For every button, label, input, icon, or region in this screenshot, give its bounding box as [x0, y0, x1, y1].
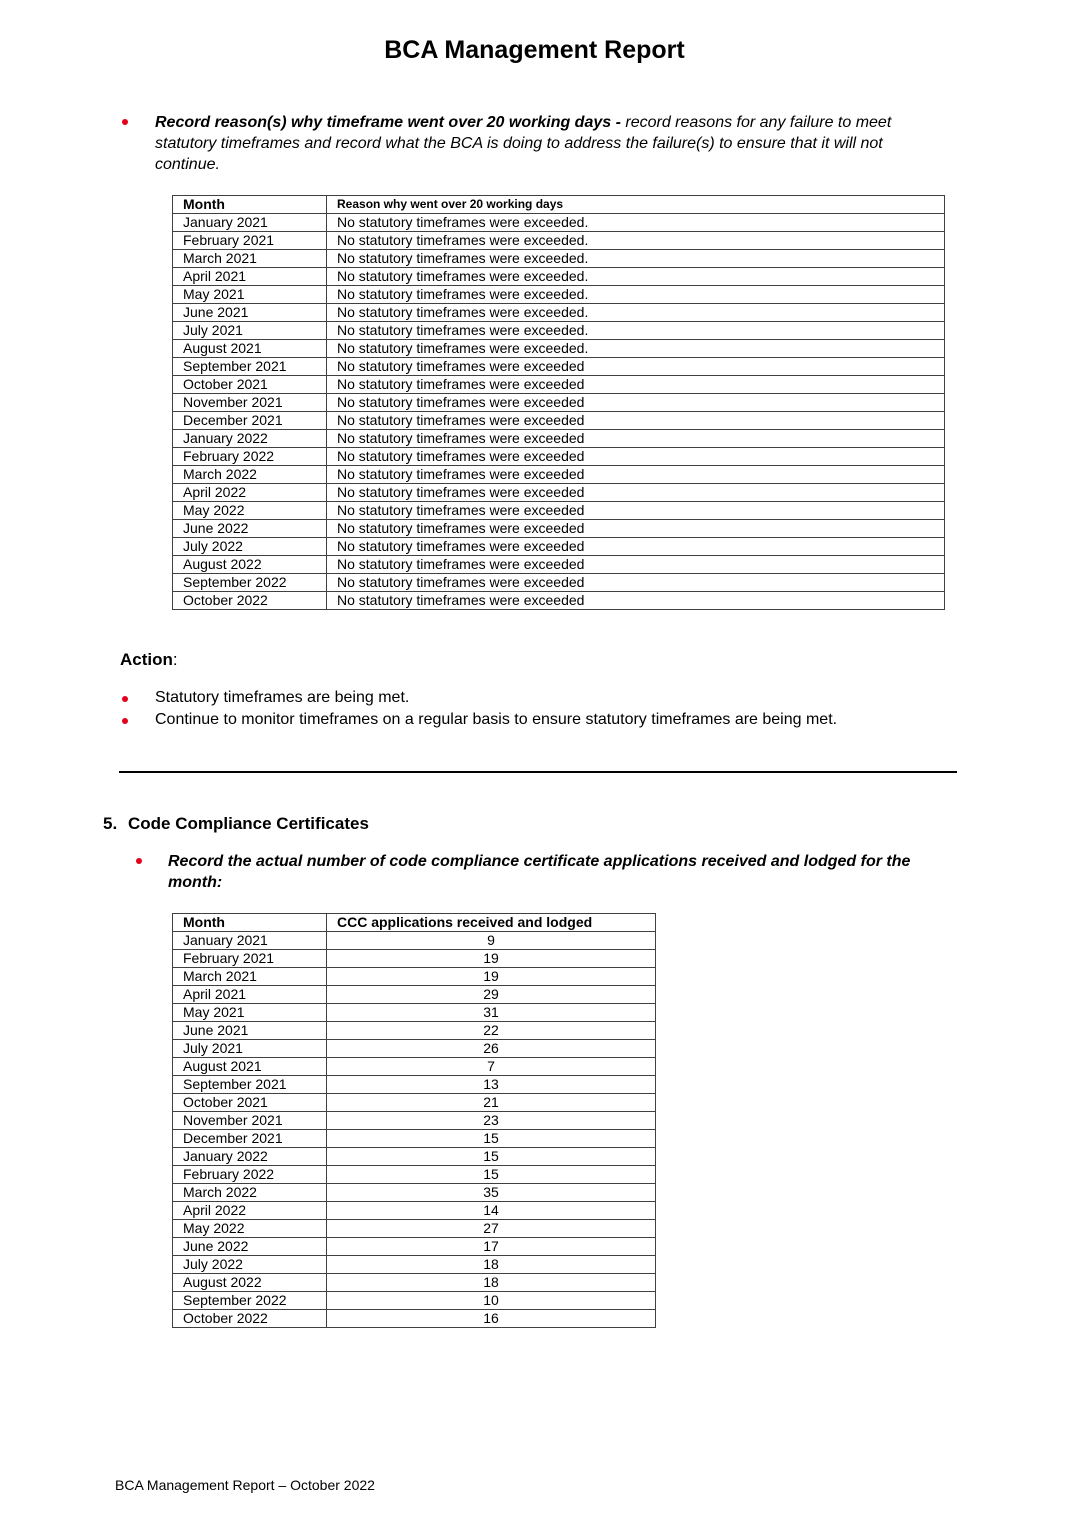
month-cell: November 2021 — [173, 1112, 327, 1130]
month-cell: July 2022 — [173, 1256, 327, 1274]
table-row — [173, 1202, 656, 1220]
count-cell: 15 — [327, 1166, 656, 1184]
table-row — [173, 520, 945, 538]
table-row — [173, 950, 656, 968]
table-row — [173, 1076, 656, 1094]
intro-bold: Record reason(s) why timeframe went over 20 working days - — [155, 114, 621, 131]
reason-cell: No statutory timeframes were exceeded. — [327, 232, 945, 250]
reason-cell: No statutory timeframes were exceeded. — [327, 268, 945, 286]
month-cell: March 2022 — [173, 466, 327, 484]
ccc-table — [172, 913, 656, 1328]
intro-text: record reasons for any failure to meet statutory timeframes and record what the BCA is doing to address the failure(s) to ensure that it will not continue. — [155, 114, 892, 173]
count-cell: 15 — [327, 1130, 656, 1148]
table-row — [173, 448, 945, 466]
table-row — [173, 968, 656, 986]
month-cell: August 2022 — [173, 1274, 327, 1292]
month-cell: September 2022 — [173, 1292, 327, 1310]
table-row — [173, 268, 945, 286]
month-cell: November 2021 — [173, 394, 327, 412]
month-cell: April 2021 — [173, 986, 327, 1004]
table-row — [173, 214, 945, 232]
table-row — [173, 1238, 656, 1256]
section-heading — [103, 814, 369, 834]
reason-cell: No statutory timeframes were exceeded. — [327, 322, 945, 340]
month-cell: January 2021 — [173, 214, 327, 232]
month-cell: January 2021 — [173, 932, 327, 950]
month-cell: December 2021 — [173, 412, 327, 430]
column-header-month: Month — [173, 914, 327, 932]
reason-cell: No statutory timeframes were exceeded — [327, 502, 945, 520]
column-header-ccc: CCC applications received and lodged — [327, 914, 656, 932]
reason-cell: No statutory timeframes were exceeded — [327, 394, 945, 412]
table-row — [173, 304, 945, 322]
count-cell: 21 — [327, 1094, 656, 1112]
table-row — [173, 986, 656, 1004]
count-cell: 17 — [327, 1238, 656, 1256]
month-cell: February 2022 — [173, 448, 327, 466]
month-cell: March 2021 — [173, 250, 327, 268]
page-title: BCA Management Report — [384, 36, 685, 64]
table-row — [173, 358, 945, 376]
reason-cell: No statutory timeframes were exceeded — [327, 376, 945, 394]
month-cell: April 2022 — [173, 484, 327, 502]
count-cell: 7 — [327, 1058, 656, 1076]
section-divider — [119, 771, 957, 773]
month-cell: July 2022 — [173, 538, 327, 556]
table-row — [173, 556, 945, 574]
table-row — [173, 1058, 656, 1076]
month-cell: June 2021 — [173, 1022, 327, 1040]
month-cell: March 2021 — [173, 968, 327, 986]
table-row — [173, 1274, 656, 1292]
month-cell: September 2021 — [173, 1076, 327, 1094]
table-row — [173, 286, 945, 304]
reason-cell: No statutory timeframes were exceeded — [327, 430, 945, 448]
reason-cell: No statutory timeframes were exceeded — [327, 484, 945, 502]
table-row — [173, 1310, 656, 1328]
reasons-table — [172, 195, 945, 610]
reason-cell: No statutory timeframes were exceeded. — [327, 214, 945, 232]
table-header-row — [173, 196, 945, 214]
month-cell: September 2021 — [173, 358, 327, 376]
count-cell: 26 — [327, 1040, 656, 1058]
month-cell: May 2021 — [173, 286, 327, 304]
table-row — [173, 322, 945, 340]
reason-cell: No statutory timeframes were exceeded — [327, 556, 945, 574]
count-cell: 13 — [327, 1076, 656, 1094]
table-row — [173, 1184, 656, 1202]
table-row — [173, 592, 945, 610]
month-cell: February 2021 — [173, 950, 327, 968]
month-cell: September 2022 — [173, 574, 327, 592]
count-cell: 14 — [327, 1202, 656, 1220]
reason-cell: No statutory timeframes were exceeded. — [327, 304, 945, 322]
table-row — [173, 1130, 656, 1148]
month-cell: April 2022 — [173, 1202, 327, 1220]
count-cell: 10 — [327, 1292, 656, 1310]
count-cell: 35 — [327, 1184, 656, 1202]
table-row — [173, 1292, 656, 1310]
reason-cell: No statutory timeframes were exceeded. — [327, 250, 945, 268]
count-cell: 27 — [327, 1220, 656, 1238]
month-cell: April 2021 — [173, 268, 327, 286]
ccc-instruction: Record the actual number of code compliance certificate applications received and lodged for the month: — [168, 853, 911, 891]
action-item: Continue to monitor timeframes on a regular basis to ensure statutory timeframes are being met. — [155, 711, 838, 728]
table-row — [173, 232, 945, 250]
page-footer: BCA Management Report – October 2022 — [115, 1477, 375, 1493]
bullet-dot-icon — [122, 696, 128, 702]
action-heading-colon: : — [172, 650, 178, 669]
bullet-dot-icon — [136, 858, 142, 864]
month-cell: August 2021 — [173, 340, 327, 358]
section-title: Code Compliance Certificates — [128, 814, 369, 833]
count-cell: 16 — [327, 1310, 656, 1328]
table-row — [173, 1220, 656, 1238]
table-row — [173, 430, 945, 448]
month-cell: October 2021 — [173, 376, 327, 394]
month-cell: July 2021 — [173, 322, 327, 340]
month-cell: June 2022 — [173, 520, 327, 538]
count-cell: 29 — [327, 986, 656, 1004]
count-cell: 18 — [327, 1256, 656, 1274]
month-cell: October 2022 — [173, 592, 327, 610]
month-cell: January 2022 — [173, 1148, 327, 1166]
count-cell: 23 — [327, 1112, 656, 1130]
reason-cell: No statutory timeframes were exceeded. — [327, 286, 945, 304]
reason-cell: No statutory timeframes were exceeded — [327, 448, 945, 466]
month-cell: May 2022 — [173, 502, 327, 520]
count-cell: 31 — [327, 1004, 656, 1022]
column-header-month: Month — [173, 196, 327, 214]
table-row — [173, 376, 945, 394]
table-row — [173, 1256, 656, 1274]
table-row — [173, 1022, 656, 1040]
count-cell: 19 — [327, 950, 656, 968]
table-row — [173, 250, 945, 268]
month-cell: March 2022 — [173, 1184, 327, 1202]
reason-cell: No statutory timeframes were exceeded — [327, 592, 945, 610]
table-row — [173, 1148, 656, 1166]
table-row — [173, 1112, 656, 1130]
month-cell: October 2022 — [173, 1310, 327, 1328]
month-cell: August 2022 — [173, 556, 327, 574]
count-cell: 15 — [327, 1148, 656, 1166]
bullet-dot-icon — [122, 718, 128, 724]
table-row — [173, 1094, 656, 1112]
table-row — [173, 574, 945, 592]
table-row — [173, 394, 945, 412]
bullet-dot-icon — [122, 119, 128, 125]
reason-cell: No statutory timeframes were exceeded — [327, 358, 945, 376]
action-heading-label: Action — [120, 650, 173, 669]
count-cell: 19 — [327, 968, 656, 986]
month-cell: February 2022 — [173, 1166, 327, 1184]
reason-cell: No statutory timeframes were exceeded. — [327, 340, 945, 358]
count-cell: 22 — [327, 1022, 656, 1040]
month-cell: August 2021 — [173, 1058, 327, 1076]
reason-cell: No statutory timeframes were exceeded — [327, 538, 945, 556]
table-row — [173, 1166, 656, 1184]
table-row — [173, 484, 945, 502]
month-cell: July 2021 — [173, 1040, 327, 1058]
table-row — [173, 466, 945, 484]
section-number: 5. — [103, 814, 118, 833]
reason-cell: No statutory timeframes were exceeded — [327, 574, 945, 592]
month-cell: May 2021 — [173, 1004, 327, 1022]
action-item: Statutory timeframes are being met. — [155, 689, 410, 706]
column-header-reason: Reason why went over 20 working days — [327, 196, 945, 214]
table-row — [173, 538, 945, 556]
count-cell: 18 — [327, 1274, 656, 1292]
count-cell: 9 — [327, 932, 656, 950]
action-heading — [120, 650, 178, 670]
reason-cell: No statutory timeframes were exceeded — [327, 412, 945, 430]
month-cell: October 2021 — [173, 1094, 327, 1112]
month-cell: May 2022 — [173, 1220, 327, 1238]
intro-paragraph — [155, 112, 945, 175]
reason-cell: No statutory timeframes were exceeded — [327, 466, 945, 484]
month-cell: June 2021 — [173, 304, 327, 322]
reason-cell: No statutory timeframes were exceeded — [327, 520, 945, 538]
table-row — [173, 932, 656, 950]
month-cell: December 2021 — [173, 1130, 327, 1148]
month-cell: January 2022 — [173, 430, 327, 448]
table-row — [173, 340, 945, 358]
table-row — [173, 502, 945, 520]
table-header-row — [173, 914, 656, 932]
table-row — [173, 1004, 656, 1022]
month-cell: February 2021 — [173, 232, 327, 250]
table-row — [173, 412, 945, 430]
table-row — [173, 1040, 656, 1058]
month-cell: June 2022 — [173, 1238, 327, 1256]
